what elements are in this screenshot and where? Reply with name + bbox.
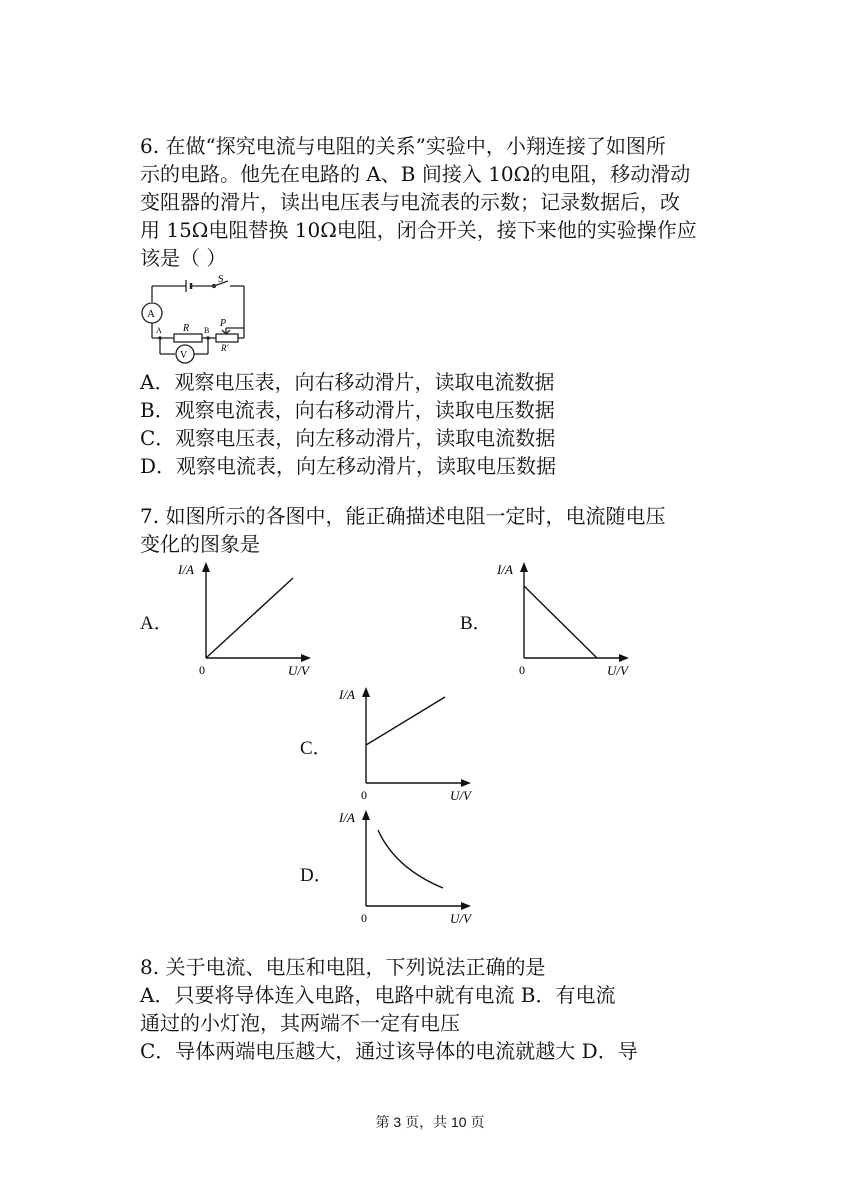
origin-label: 0 bbox=[361, 911, 367, 925]
q7-line-2: 变化的图象是 bbox=[140, 532, 260, 556]
ammeter-label: A bbox=[147, 308, 155, 320]
q6-option-d: D．观察电流表，向左移动滑片，读取电压数据 bbox=[140, 454, 557, 478]
y-axis-label: I/A bbox=[178, 562, 194, 577]
graph-c-curve bbox=[366, 697, 445, 745]
q6-option-a: A．观察电压表，向右移动滑片，读取电流数据 bbox=[140, 370, 555, 394]
x-axis-arrow bbox=[461, 779, 471, 787]
origin-label: 0 bbox=[519, 663, 525, 677]
y-axis-label: I/A bbox=[339, 810, 355, 825]
x-axis-label: U/V bbox=[288, 663, 309, 678]
graph-d-option-label: D． bbox=[300, 865, 333, 886]
node-b-label: B bbox=[204, 326, 210, 335]
x-axis-label: U/V bbox=[450, 788, 471, 803]
page-footer: 第 3 页，共 10 页 bbox=[375, 1114, 485, 1130]
q8-line-1: 8. 关于电流、电压和电阻，下列说法正确的是 bbox=[140, 955, 546, 979]
y-axis-arrow bbox=[202, 562, 210, 572]
graph-b-curve bbox=[524, 586, 597, 658]
q7-line-1: 7. 如图所示的各图中，能正确描述电阻一定时，电流随电压 bbox=[140, 504, 666, 528]
y-axis-arrow bbox=[520, 562, 528, 572]
graph-c-option-label: C． bbox=[300, 738, 332, 759]
q8-line-2: A．只要将导体连入电路，电路中就有电流 B．有电流 bbox=[140, 983, 616, 1007]
x-axis-arrow bbox=[301, 654, 311, 662]
graph-b bbox=[495, 558, 635, 680]
y-axis-arrow bbox=[362, 687, 370, 697]
y-axis-label: I/A bbox=[497, 562, 513, 577]
graph-b-option-label: B． bbox=[460, 613, 492, 634]
graph-a bbox=[175, 558, 315, 680]
node-a-label: A bbox=[156, 326, 162, 335]
graph-d-curve bbox=[378, 830, 443, 888]
q8-line-3: 通过的小灯泡，其两端不一定有电压 bbox=[140, 1011, 460, 1035]
q8-line-4: C．导体两端电压越大，通过该导体的电流就越大 D．导 bbox=[140, 1039, 638, 1063]
y-axis-label: I/A bbox=[339, 687, 355, 702]
y-axis-arrow bbox=[362, 810, 370, 820]
origin-label: 0 bbox=[199, 663, 205, 677]
graph-a-curve bbox=[206, 578, 293, 658]
voltmeter-label: V bbox=[180, 350, 188, 361]
rheostat-label: R′ bbox=[221, 343, 229, 353]
graph-d bbox=[337, 806, 477, 928]
x-axis-arrow bbox=[461, 902, 471, 910]
graph-c bbox=[337, 683, 477, 805]
origin-label: 0 bbox=[361, 788, 367, 802]
q6-line-1: 6. 在做“探究电流与电阻的关系”实验中，小翔连接了如图所 bbox=[140, 134, 666, 158]
q6-line-4: 用 15Ω电阻替换 10Ω电阻，闭合开关，接下来他的实验操作应 bbox=[140, 218, 697, 242]
q6-line-5: 该是（ ） bbox=[140, 246, 227, 270]
circuit-diagram bbox=[136, 272, 251, 367]
graph-a-option-label: A． bbox=[140, 613, 173, 634]
x-axis-label: U/V bbox=[607, 663, 628, 678]
x-axis-arrow bbox=[619, 654, 629, 662]
q6-option-b: B．观察电流表，向右移动滑片，读取电压数据 bbox=[140, 398, 555, 422]
q6-line-2: 示的电路。他先在电路的 A、B 间接入 10Ω的电阻，移动滑动 bbox=[140, 162, 691, 186]
resistor-label: R bbox=[183, 323, 190, 334]
x-axis-label: U/V bbox=[450, 911, 471, 926]
switch-label: S bbox=[218, 274, 224, 285]
slider-label: P bbox=[220, 318, 227, 329]
q6-line-3: 变阻器的滑片，读出电压表与电流表的示数；记录数据后，改 bbox=[140, 190, 680, 214]
q6-option-c: C．观察电压表，向左移动滑片，读取电流数据 bbox=[140, 426, 556, 450]
